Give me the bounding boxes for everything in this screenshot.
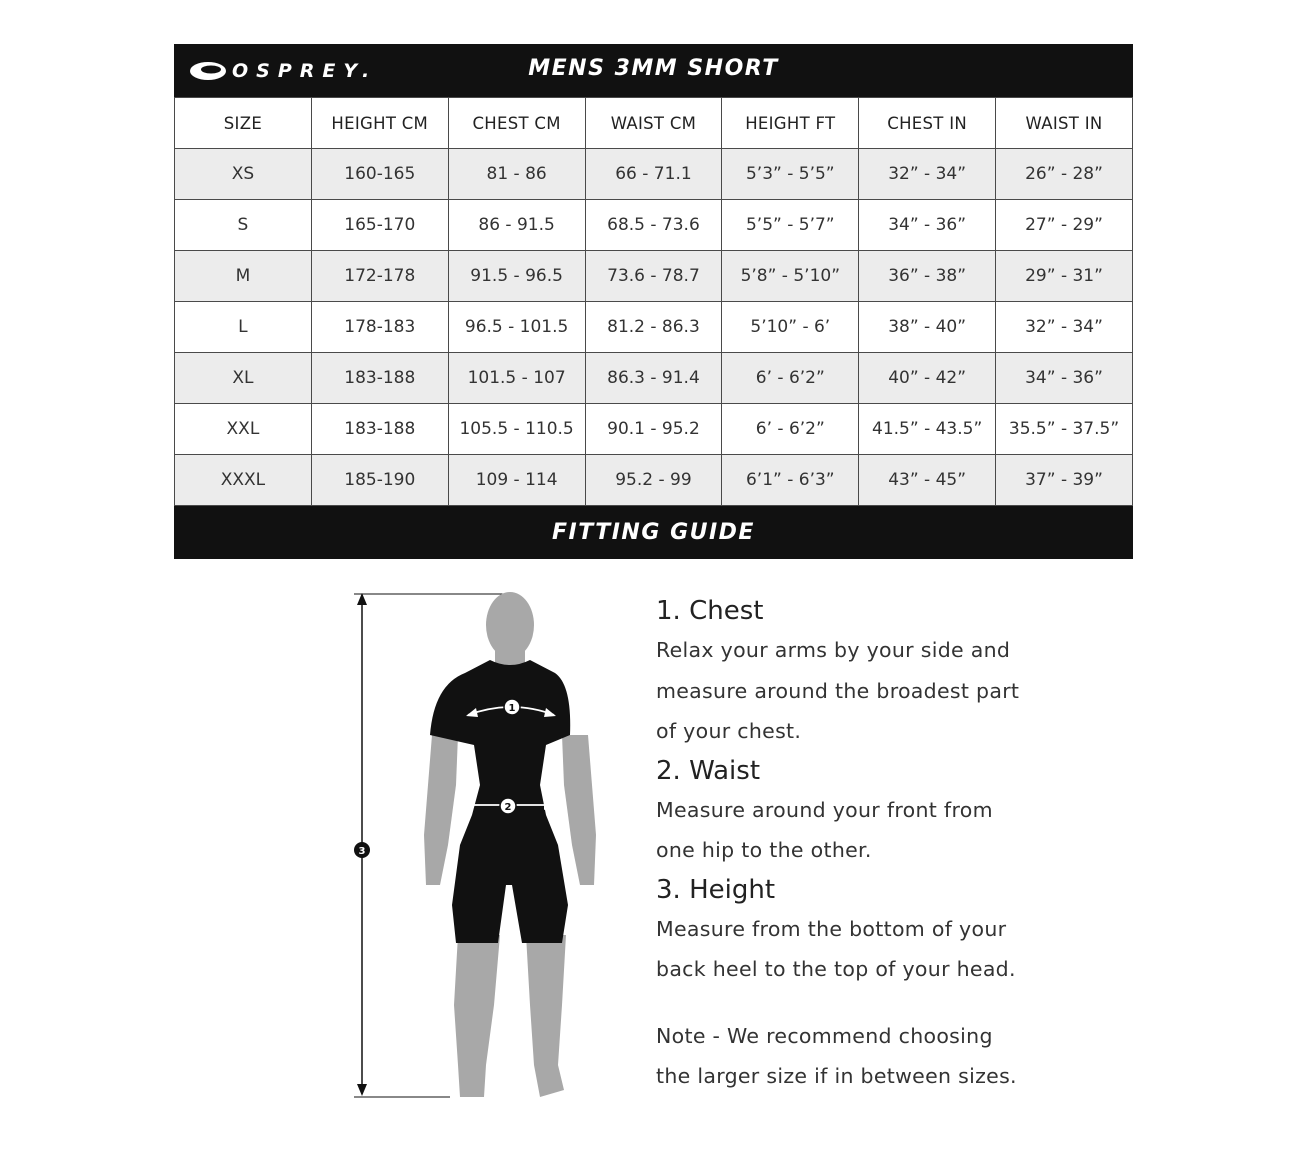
table-row — [175, 251, 1133, 302]
table-cell: 6’1” - 6’3” — [722, 455, 859, 506]
size-chart — [174, 44, 1133, 559]
table-row — [175, 404, 1133, 455]
table-cell: 5’8” - 5’10” — [722, 251, 859, 302]
table-cell: 68.5 - 73.6 — [585, 200, 722, 251]
table-cell: 66 - 71.1 — [585, 149, 722, 200]
height-line: Measure from the bottom of your — [656, 916, 1007, 941]
chest-heading: 1. Chest — [656, 596, 764, 626]
table-cell: M — [175, 251, 312, 302]
table-cell: 95.2 - 99 — [585, 455, 722, 506]
column-header: CHEST IN — [859, 98, 996, 149]
table-cell: 5’5” - 5’7” — [722, 200, 859, 251]
chest-line: Relax your arms by your side and — [656, 638, 1011, 662]
marker-waist: 2 — [504, 802, 512, 813]
column-header: HEIGHT CM — [311, 98, 448, 149]
title-bar — [174, 44, 1133, 97]
table-cell: 40” - 42” — [859, 353, 996, 404]
fitting-guide-bar: FITTING GUIDE — [174, 506, 1133, 559]
table-cell: 41.5” - 43.5” — [859, 404, 996, 455]
table-cell: 172-178 — [311, 251, 448, 302]
table-cell: 35.5” - 37.5” — [996, 404, 1133, 455]
table-cell: S — [175, 200, 312, 251]
logo-text: OSPREY. — [232, 60, 378, 82]
column-header: HEIGHT FT — [722, 98, 859, 149]
table-cell: 27” - 29” — [996, 200, 1133, 251]
table-cell: L — [175, 302, 312, 353]
table-cell: 37” - 39” — [996, 455, 1133, 506]
table-cell: 86 - 91.5 — [448, 200, 585, 251]
chest-line: of your chest. — [656, 719, 802, 743]
table-cell: 29” - 31” — [996, 251, 1133, 302]
column-header: WAIST IN — [996, 98, 1133, 149]
table-cell: 26” - 28” — [996, 149, 1133, 200]
table-cell: 38” - 40” — [859, 302, 996, 353]
table-row — [175, 455, 1133, 506]
table-cell: 34” - 36” — [859, 200, 996, 251]
table-cell: 183-188 — [311, 353, 448, 404]
column-header: WAIST CM — [585, 98, 722, 149]
column-header: CHEST CM — [448, 98, 585, 149]
table-cell: 6’ - 6’2” — [722, 353, 859, 404]
column-header: SIZE — [175, 98, 312, 149]
table-cell: 5’10” - 6’ — [722, 302, 859, 353]
table-cell: 5’3” - 5’5” — [722, 149, 859, 200]
table-cell: 43” - 45” — [859, 455, 996, 506]
table-cell: 32” - 34” — [996, 302, 1133, 353]
header-row — [175, 98, 1133, 149]
fitting-guide-text — [656, 592, 1076, 1097]
table-cell: 185-190 — [311, 455, 448, 506]
height-line: back heel to the top of your head. — [656, 957, 1016, 981]
table-cell: 165-170 — [311, 200, 448, 251]
table-cell: 86.3 - 91.4 — [585, 353, 722, 404]
size-table — [174, 97, 1133, 506]
table-cell: 96.5 - 101.5 — [448, 302, 585, 353]
waist-line: Measure around your front from — [656, 797, 993, 822]
table-row — [175, 353, 1133, 404]
size-note — [656, 1016, 1076, 1097]
waist-heading: 2. Waist — [656, 755, 761, 786]
table-cell: 73.6 - 78.7 — [585, 251, 722, 302]
table-row — [175, 302, 1133, 353]
height-heading: 3. Height — [656, 874, 776, 905]
table-cell: 160-165 — [311, 149, 448, 200]
table-cell: 81.2 - 86.3 — [585, 302, 722, 353]
table-cell: 101.5 - 107 — [448, 353, 585, 404]
table-cell: XXXL — [175, 455, 312, 506]
table-cell: 36” - 38” — [859, 251, 996, 302]
wetsuit-figure-illustration — [340, 585, 620, 1120]
table-cell: 32” - 34” — [859, 149, 996, 200]
table-cell: 81 - 86 — [448, 149, 585, 200]
note-line: Note - We recommend choosing — [656, 1023, 993, 1048]
chest-line: measure around the broadest part — [656, 678, 1020, 703]
table-cell: XL — [175, 353, 312, 404]
table-row — [175, 149, 1133, 200]
table-cell: 183-188 — [311, 404, 448, 455]
table-cell: 91.5 - 96.5 — [448, 251, 585, 302]
table-cell: 34” - 36” — [996, 353, 1133, 404]
marker-height: 3 — [358, 846, 366, 857]
waist-line: one hip to the other. — [656, 838, 872, 862]
table-cell: 109 - 114 — [448, 455, 585, 506]
table-cell: 178-183 — [311, 302, 448, 353]
chart-title: MENS 3MM SHORT — [528, 56, 779, 81]
table-cell: XS — [175, 149, 312, 200]
table-row — [175, 200, 1133, 251]
marker-chest: 1 — [508, 703, 516, 714]
table-cell: XXL — [175, 404, 312, 455]
table-cell: 90.1 - 95.2 — [585, 404, 722, 455]
note-line: the larger size if in between sizes. — [656, 1064, 1017, 1088]
table-cell: 6’ - 6’2” — [722, 404, 859, 455]
table-cell: 105.5 - 110.5 — [448, 404, 585, 455]
